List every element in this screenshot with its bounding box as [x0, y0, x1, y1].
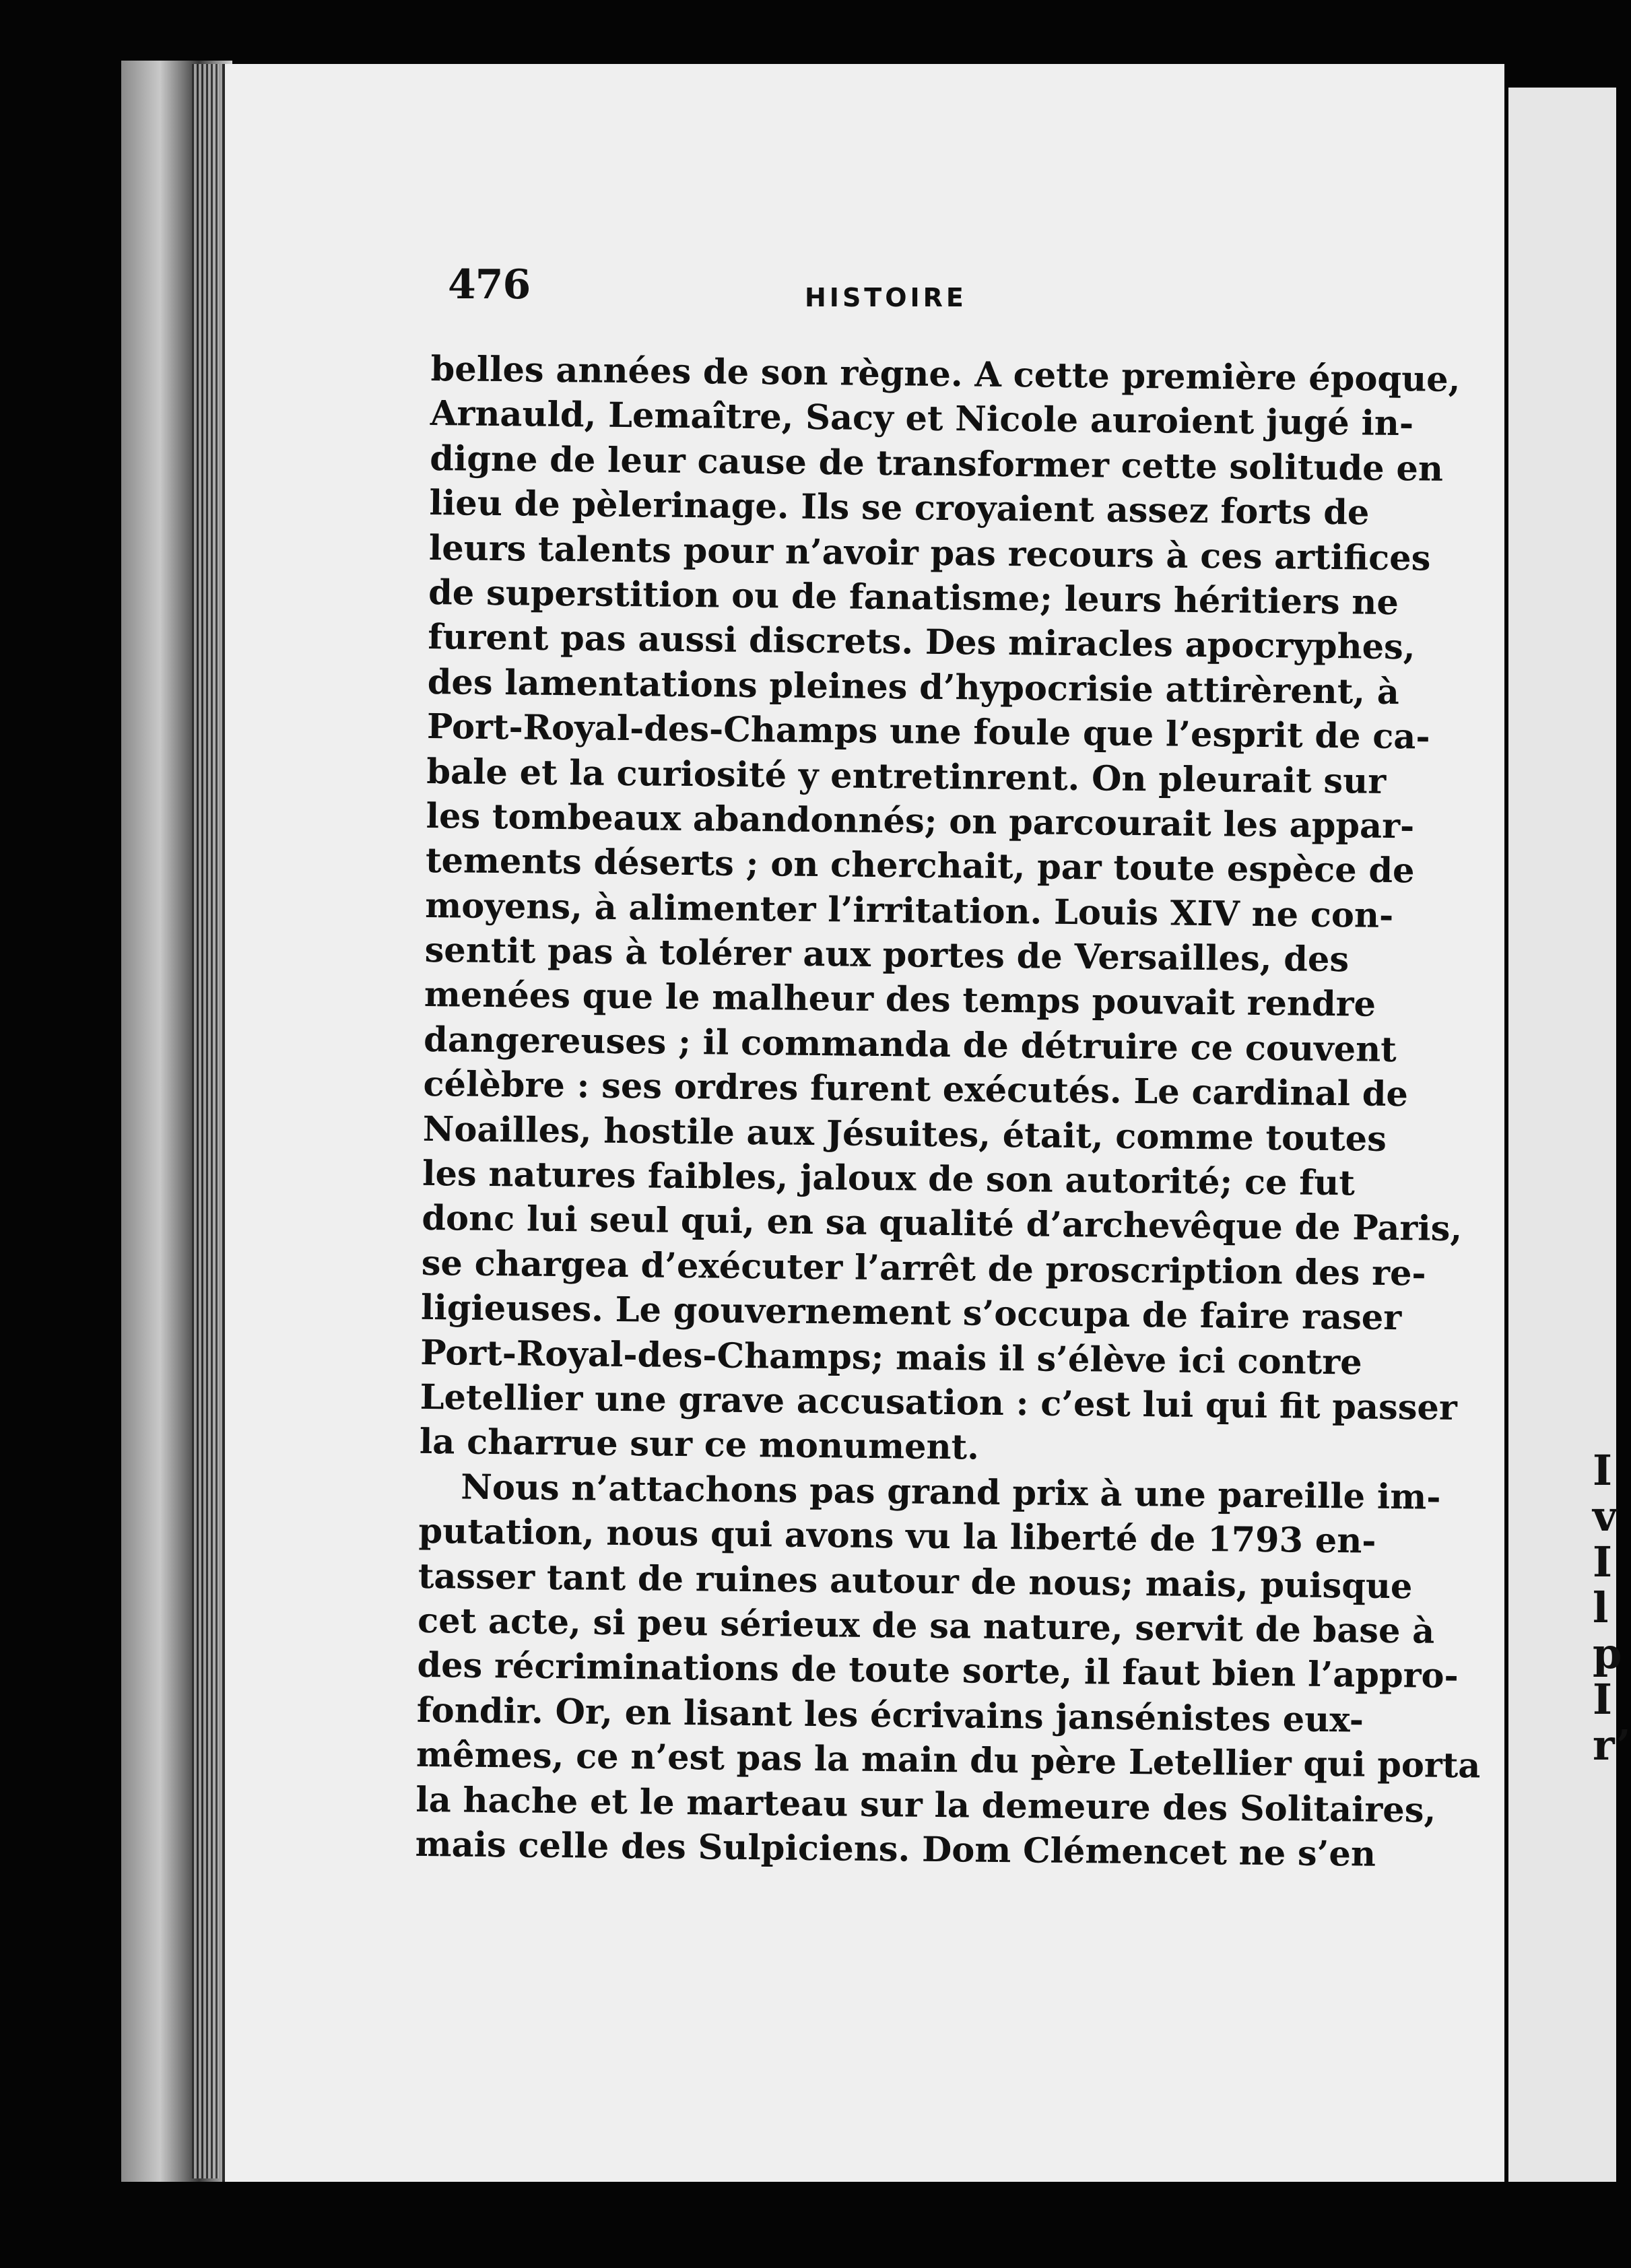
text-line: les natures faibles, jaloux de son autorité; ce fut	[422, 1153, 1356, 1204]
text-line: Port-Royal-des-Champs une foule que l’esprit de ca-	[426, 706, 1430, 758]
text-line: moyens, à alimenter l’irritation. Louis XIV ne con-	[424, 885, 1394, 936]
body-text	[415, 347, 1481, 1876]
text-line: Nous n’attachons pas grand prix à une pareille im-	[460, 1467, 1441, 1518]
fragment: l	[1593, 1583, 1609, 1632]
text-line: se chargea d’exécuter l’arrêt de proscription des re-	[421, 1242, 1426, 1294]
text-line: la charrue sur ce monument.	[419, 1422, 980, 1468]
text-line: Letellier une grave accusation : c’est lui qui fit passer	[420, 1376, 1458, 1429]
text-line: Arnauld, Lemaître, Sacy et Nicole auroient jugé in-	[430, 393, 1414, 444]
text-line: tements déserts ; on cherchait, par toute espèce de	[425, 840, 1415, 892]
text-line: tasser tant de ruines autour de nous; mais, puisque	[418, 1556, 1413, 1607]
text-line: belles années de son règne. A cette première époque,	[430, 348, 1461, 401]
text-line: dangereuses ; il commanda de détruire ce couvent	[423, 1019, 1397, 1070]
text-line: sentit pas à tolérer aux portes de Versailles, des	[424, 930, 1350, 980]
page-number: 476	[448, 261, 531, 308]
text-line: cet acte, si peu sérieux de sa nature, servit de base à	[417, 1600, 1435, 1652]
running-head: HISTOIRE	[805, 283, 967, 312]
text-line: de superstition ou de fanatisme; leurs héritiers ne	[428, 572, 1399, 624]
fragment: r’	[1593, 1721, 1631, 1770]
text-line: Port-Royal-des-Champs; mais il s’élève ici contre	[420, 1332, 1362, 1383]
text-line: bale et la curiosité y entretinrent. On pleurait sur	[426, 751, 1387, 802]
text-line: célèbre : ses ordres furent exécutés. Le cardinal de	[423, 1064, 1409, 1115]
text-line: furent pas aussi discrets. Des miracles apocryphes,	[428, 617, 1416, 668]
text-line: des récriminations de toute sorte, il faut bien l’appro-	[417, 1645, 1459, 1697]
facing-page-edge	[1508, 88, 1616, 2182]
text-line: lieu de pèlerinage. Ils se croyaient assez forts de	[429, 483, 1370, 533]
text-line: digne de leur cause de transformer cette solitude en	[429, 438, 1444, 490]
text-line: les tombeaux abandonnés; on parcourait les appar-	[426, 795, 1415, 847]
text-line: ligieuses. Le gouvernement s’occupa de faire raser	[420, 1288, 1402, 1339]
text-line: menées que le malheur des temps pouvait rendre	[424, 974, 1376, 1026]
fragment: p	[1593, 1629, 1622, 1678]
text-line: mêmes, ce n’est pas la main du père Letellier qui porta	[415, 1734, 1481, 1787]
book-spine-edge	[192, 64, 219, 2178]
text-line: des lamentations pleines d’hypocrisie attirèrent, à	[427, 661, 1400, 712]
text-line: la hache et le marteau sur la demeure des Solitaires,	[415, 1779, 1436, 1831]
text-line: Noailles, hostile aux Jésuites, était, comme toutes	[422, 1108, 1387, 1160]
text-line: leurs talents pour n’avoir pas recours à ces artifices	[428, 527, 1431, 579]
fragment: v	[1593, 1492, 1618, 1541]
text-line: putation, nous qui avons vu la liberté de 1793 en-	[418, 1511, 1376, 1562]
text-line: fondir. Or, en lisant les écrivains jansénistes eux-	[416, 1690, 1364, 1741]
text-line: donc lui seul qui, en sa qualité d’archevêque de Paris,	[422, 1198, 1463, 1250]
facing-page-fragments	[1593, 1446, 1631, 1770]
fragment: I	[1593, 1446, 1613, 1495]
text-line: mais celle des Sulpiciens. Dom Clémencet ne s’en	[415, 1824, 1376, 1875]
fragment: I	[1593, 1537, 1613, 1587]
fragment: I	[1593, 1675, 1613, 1724]
